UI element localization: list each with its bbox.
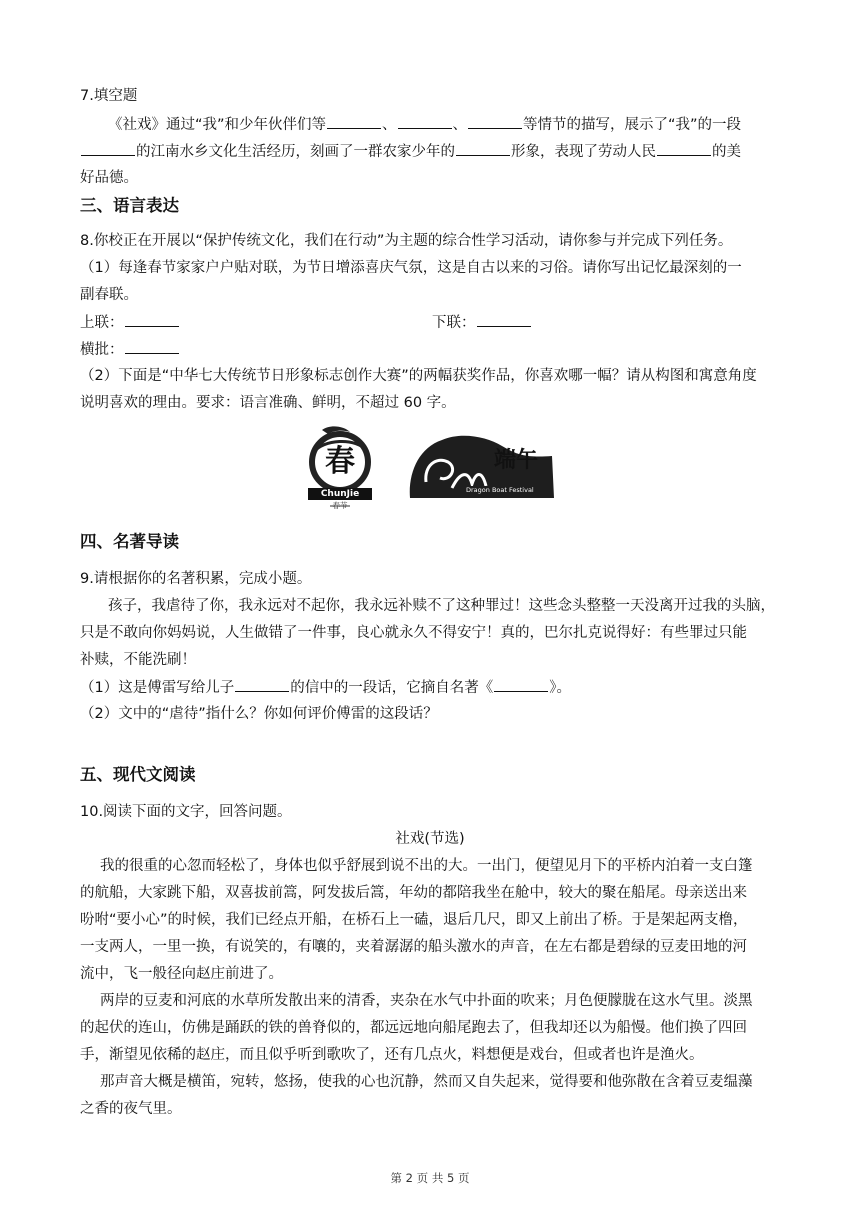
article-p3-line-2: 之香的夜气里。 (80, 1101, 182, 1117)
horizontal-scroll (80, 339, 180, 360)
article-p1-line-3: 吩咐“要小心”的时候，我们已经点开船，在桥石上一磕，退后几尺，即又上前出了桥。于是架起两支橹， (80, 912, 748, 928)
question-7-line-2 (80, 141, 741, 162)
section-4-heading: 四、名著导读 (80, 532, 179, 551)
article-p3-line-1: 那声音大概是横笛，宛转，悠扬，使我的心也沉静，然而又自失起来，觉得要和他弥散在含着豆麦缊藻 (100, 1074, 753, 1090)
question-7-line-3: 好品德。 (80, 170, 138, 186)
question-8-part-2-line-2: 说明喜欢的理由。要求：语言准确、鲜明，不超过 60 字。 (80, 395, 456, 411)
article-p1-line-2: 的航船，大家跳下船，双喜拔前篙，阿发拔后篙，年幼的都陪我坐在舱中，较大的聚在船尾。母亲送出来 (80, 885, 747, 901)
question-7-title: 7.填空题 (80, 88, 138, 104)
question-8-part-1-line-2: 副春联。 (80, 287, 138, 303)
text: 的江南水乡文化生活经历，刻画了一群农家少年的 (136, 144, 455, 160)
passage-line-3: 补赎，不能洗刷！ (80, 652, 196, 668)
article-p1-line-5: 流中，飞一般径向赵庄前进了。 (80, 966, 283, 982)
horizontal-scroll-blank[interactable] (125, 339, 179, 354)
text: 》。 (549, 680, 571, 696)
horizontal-scroll-label: 横批： (80, 342, 124, 358)
logo-1-char: 春 (325, 444, 355, 479)
fill-blank[interactable] (456, 141, 510, 156)
lower-couplet-label: 下联： (432, 315, 476, 331)
question-9-title: 9.请根据你的名著积累，完成小题。 (80, 571, 312, 587)
section-5-heading: 五、现代文阅读 (80, 765, 196, 784)
upper-couplet-label: 上联： (80, 315, 124, 331)
lower-couplet-blank[interactable] (477, 312, 531, 327)
question-8-part-1-line-1: （1）每逢春节家家户户贴对联，为节日增添喜庆气氛，这是自古以来的习俗。请你写出记忆最深刻的一 (80, 260, 742, 276)
question-9-sub-1 (80, 677, 571, 698)
text: 等情节的描写，展示了“我”的一段 (523, 117, 742, 133)
fill-blank[interactable] (81, 141, 135, 156)
question-8-title: 8.你校正在开展以“保护传统文化，我们在行动”为主题的综合性学习活动，请你参与并完成下列任务。 (80, 233, 733, 249)
fill-blank[interactable] (494, 677, 548, 692)
question-7-line-1 (108, 114, 741, 135)
text: 、 (382, 117, 397, 133)
fill-blank[interactable] (657, 141, 711, 156)
passage-line-2: 只是不敢向你妈妈说，人生做错了一件事，良心就永久不得安宁！真的，巴尔扎克说得好：有些罪过只能 (80, 625, 747, 641)
fill-blank[interactable] (398, 114, 452, 129)
upper-couplet-blank[interactable] (125, 312, 179, 327)
upper-couplet (80, 312, 180, 333)
fill-blank[interactable] (235, 677, 289, 692)
question-10-title: 10.阅读下面的文字，回答问题。 (80, 804, 292, 820)
logo-1-chinese: 春节 (332, 501, 348, 510)
article-p2-line-2: 的起伏的连山，仿佛是踊跃的铁的兽脊似的，都远远地向船尾跑去了，但我却还以为船慢。他们换了四回 (80, 1020, 747, 1036)
question-9-sub-2: （2）文中的“虐待”指什么？你如何评价傅雷的这段话？ (80, 706, 438, 722)
text: 的信中的一段话，它摘自名著《 (290, 680, 494, 696)
dragon-boat-logo (406, 428, 558, 504)
article-p2-line-3: 手，渐望见依稀的赵庄，而且似乎听到歌吹了，还有几点火，料想便是戏台，但或者也许是渔火。 (80, 1047, 704, 1063)
logo-2-char: 端午 (494, 447, 539, 473)
text: （1）这是傅雷写给儿子 (80, 680, 235, 696)
passage-line-1: 孩子，我虐待了你，我永远对不起你，我永远补赎不了这种罪过！这些念头整整一天没离开过我的头脑， (108, 598, 775, 614)
fill-blank[interactable] (468, 114, 522, 129)
logo-2-english: Dragon Boat Festival (466, 486, 534, 494)
text: 的美 (712, 144, 741, 160)
section-3-heading: 三、语言表达 (80, 196, 179, 215)
page-number: 第 2 页 共 5 页 (390, 1171, 470, 1185)
text: 《社戏》通过“我”和少年伙伴们等 (108, 117, 327, 133)
logo-1-english: ChunJie (320, 489, 360, 499)
text: 、 (452, 117, 468, 133)
lower-couplet (432, 312, 532, 333)
article-p1-line-4: 一支两人，一里一换，有说笑的，有嚷的，夹着潺潺的船头激水的声音，在左右都是碧绿的豆麦田地的河 (80, 939, 747, 955)
article-p2-line-1: 两岸的豆麦和河底的水草所发散出来的清香，夹杂在水气中扑面的吹来；月色便朦胧在这水气里。淡黑 (100, 993, 753, 1009)
question-8-part-2-line-1: （2）下面是“中华七大传统节日形象标志创作大赛”的两幅获奖作品，你喜欢哪一幅？请从构图和寓意角度 (80, 368, 757, 384)
article-title: 社戏(节选) (395, 831, 465, 847)
spring-festival-logo (300, 422, 380, 514)
fill-blank[interactable] (327, 114, 381, 129)
text: 形象，表现了劳动人民 (511, 144, 656, 160)
article-p1-line-1: 我的很重的心忽而轻松了，身体也似乎舒展到说不出的大。一出门，便望见月下的平桥内泊着一支白篷 (100, 858, 753, 874)
